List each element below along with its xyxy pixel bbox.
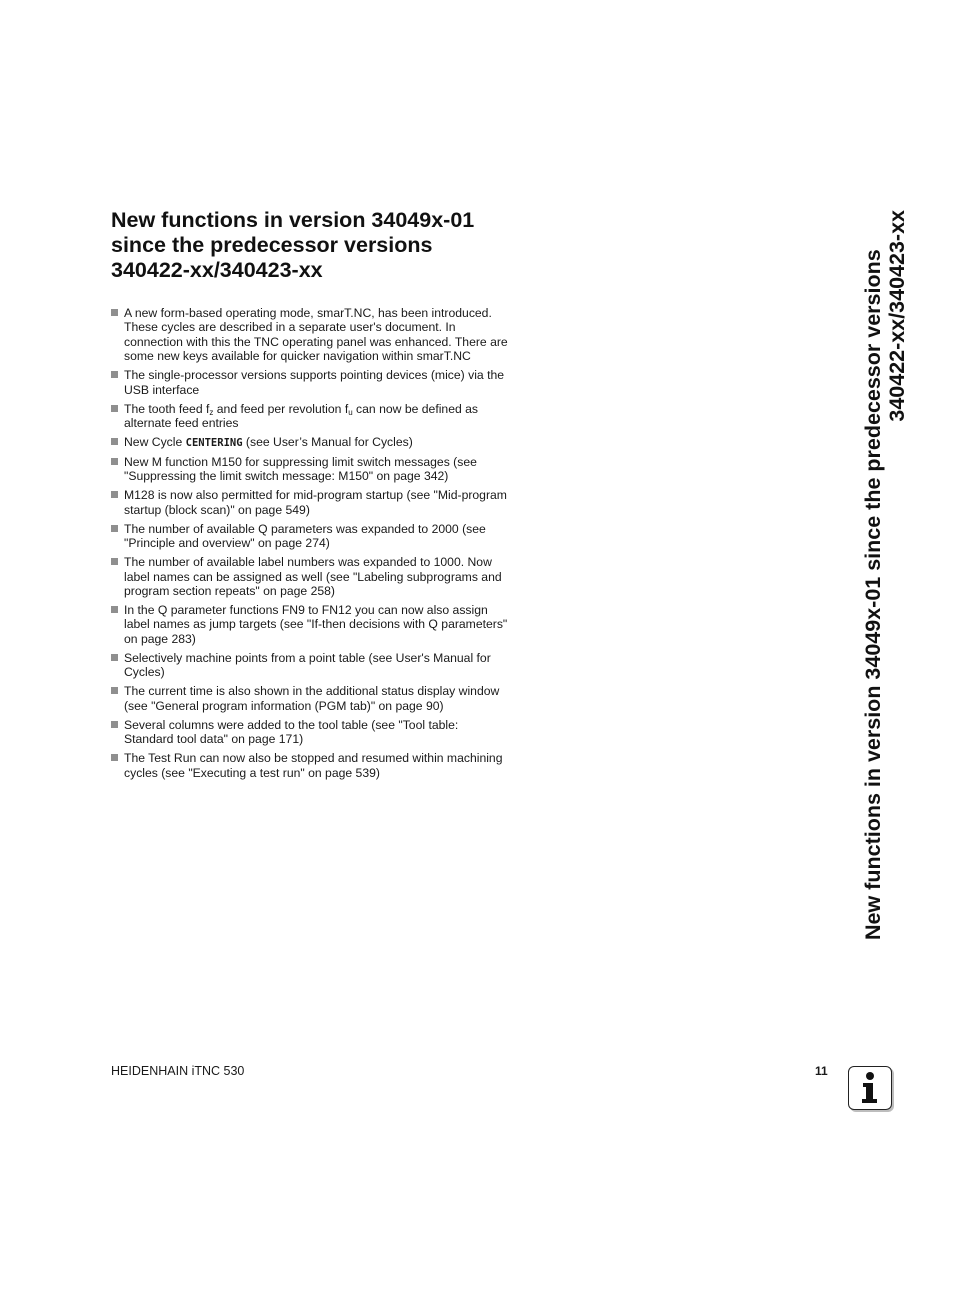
page-number: 11 — [815, 1064, 828, 1078]
list-item: M128 is now also permitted for mid-program startup (see "Mid-program startup (block scan)" on page 549) — [111, 488, 511, 517]
bullet-square-icon — [111, 558, 118, 565]
list-item: In the Q parameter functions FN9 to FN12 you can now also assign label names as jump targets (see "If-then decisions with Q parameters" on page 283) — [111, 603, 511, 646]
list-item: The current time is also shown in the additional status display window (see "General program information (PGM tab)" on page 90) — [111, 684, 511, 713]
title-line-2: since the predecessor versions — [111, 233, 433, 257]
page-title — [111, 208, 531, 283]
list-item: Selectively machine points from a point table (see User's Manual for Cycles) — [111, 651, 511, 680]
bullet-square-icon — [111, 371, 118, 378]
list-item: The number of available label numbers was expanded to 1000. Now label names can be assigned as well (see "Labeling subprograms and program section repeats" on page 258) — [111, 555, 511, 598]
list-item: Several columns were added to the tool table (see "Tool table: Standard tool data" on page 171) — [111, 718, 511, 747]
list-item: New Cycle CENTERING (see User’s Manual for Cycles) — [111, 435, 511, 450]
bullet-square-icon — [111, 405, 118, 412]
bullet-square-icon — [111, 654, 118, 661]
bullet-square-icon — [111, 491, 118, 498]
bullet-square-icon — [111, 721, 118, 728]
bullet-square-icon — [111, 525, 118, 532]
bullet-square-icon — [111, 606, 118, 613]
list-item: The number of available Q parameters was expanded to 2000 (see "Principle and overview" on page 274) — [111, 522, 511, 551]
side-chapter-title — [861, 210, 909, 940]
bullet-square-icon — [111, 458, 118, 465]
title-line-3: 340422-xx/340423-xx — [111, 258, 323, 282]
list-item: The single-processor versions supports pointing devices (mice) via the USB interface — [111, 368, 511, 397]
bullet-square-icon — [111, 754, 118, 761]
bullet-square-icon — [111, 309, 118, 316]
list-item: New M function M150 for suppressing limit switch messages (see "Suppressing the limit switch message: M150" on page 342) — [111, 455, 511, 484]
title-line-1: New functions in version 34049x-01 — [111, 208, 475, 232]
side-title-line-2: 340422-xx/340423-xx — [885, 210, 909, 422]
bullet-square-icon — [111, 438, 118, 445]
list-item: The Test Run can now also be stopped and resumed within machining cycles (see "Executing a test run" on page 539) — [111, 751, 511, 780]
bullet-square-icon — [111, 687, 118, 694]
footer-product: HEIDENHAIN iTNC 530 — [111, 1064, 245, 1078]
list-item: A new form-based operating mode, smarT.NC, has been introduced. These cycles are described in a separate user's document. In connection with this the TNC operating panel was enhanced. There are some new keys available for quicker navigation within smarT.NC — [111, 306, 511, 364]
feature-list — [111, 306, 511, 785]
list-item: The tooth feed $f_z$ and feed per revolution $f_u$ can now be defined as alternate feed entries — [111, 402, 511, 431]
side-title-line-1: New functions in version 34049x-01 since the predecessor versions — [861, 249, 885, 940]
cycle-code: CENTERING — [185, 437, 243, 450]
info-icon — [848, 1066, 892, 1110]
